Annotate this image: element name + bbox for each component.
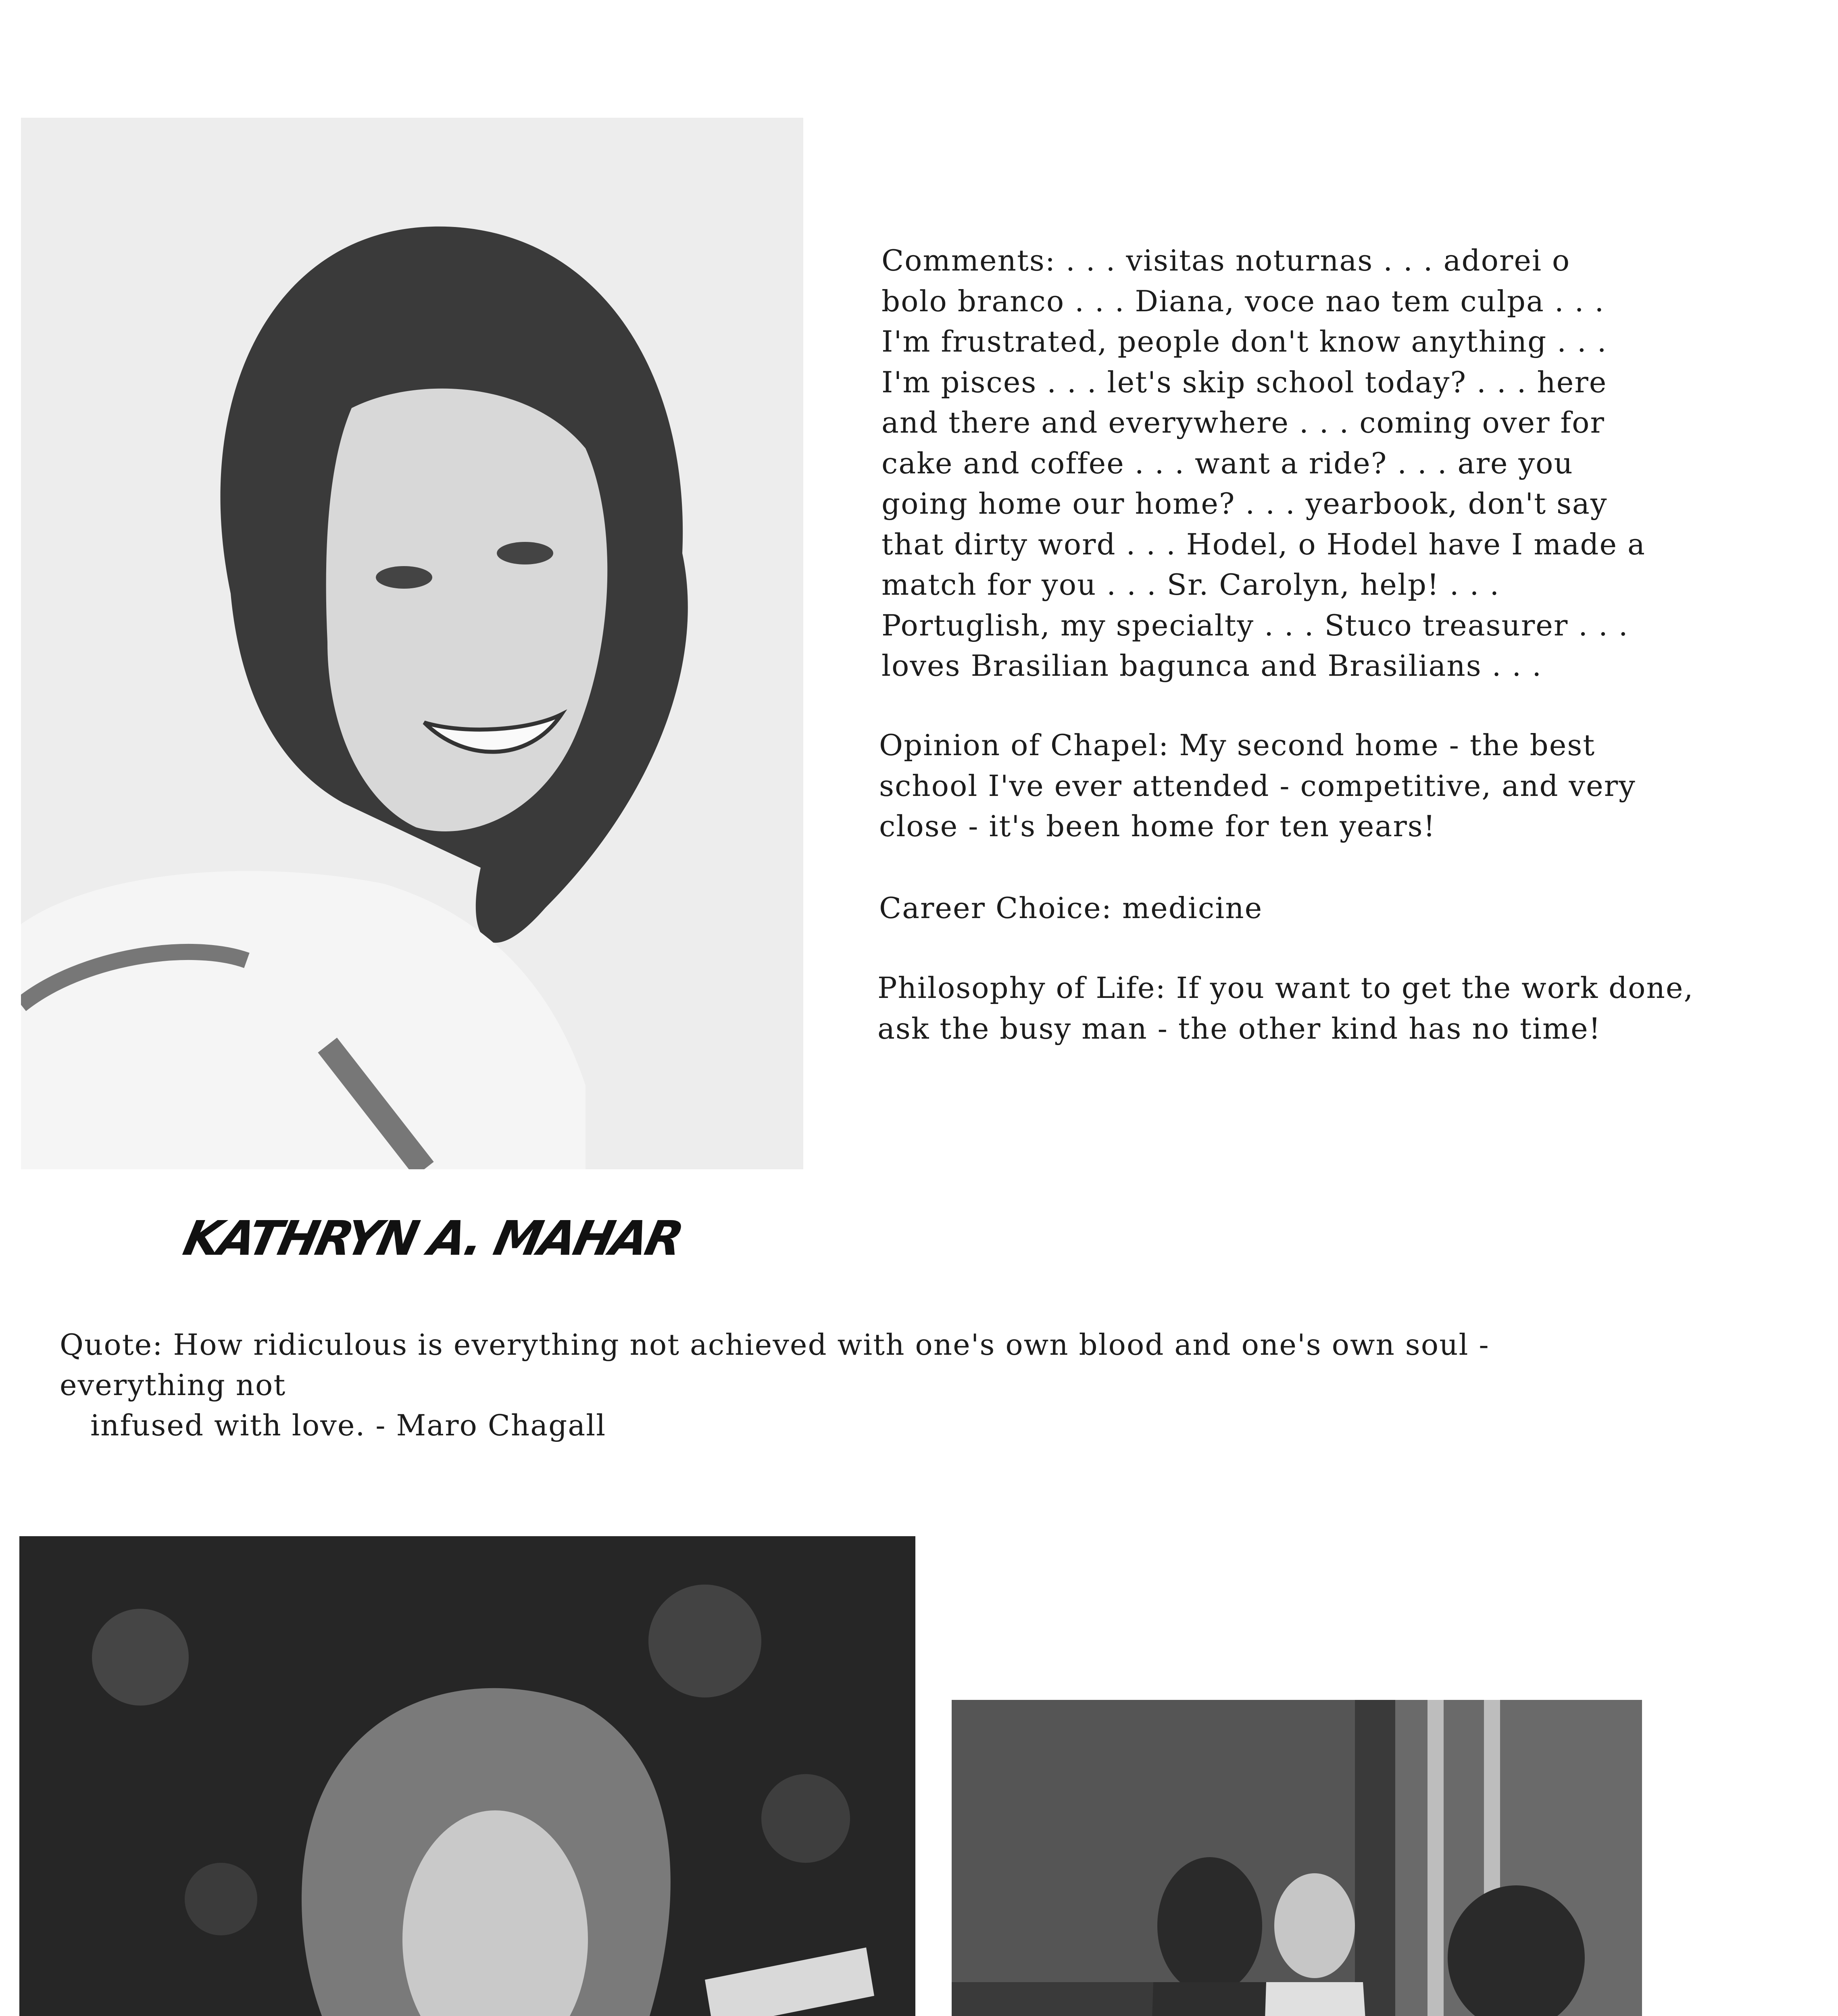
- quote-line-2: infused with love. - Maro Chagall: [90, 1408, 606, 1442]
- candid-photo-left: [19, 1536, 915, 2016]
- quote: [60, 1325, 1632, 1445]
- quote-line-1: Quote: How ridiculous is everything not achieved with one's own blood and one's own soul - everything not: [60, 1328, 1490, 1402]
- student-name: KATHRYN A. MAHAR: [179, 1210, 686, 1266]
- senior-portrait-photo: [21, 118, 803, 1169]
- philosophy-text: Philosophy of Life: If you want to get the work done, ask the busy man - the other kind has no time!: [877, 971, 1694, 1045]
- comments-text: Comments: . . . visitas noturnas . . . adorei o bolo branco . . . Diana, voce nao tem culpa . . . I'm frustrated, people don't know anything . . . I'm pisces . . . let's skip school today? . . . here and there and everywhere . . . coming over for cake and coffee . . . want a ride? . . . are you going home our home? . . . yearbook, don't say that dirty word . . . Hodel, o Hodel have I made a match for you . . . Sr. Carolyn, help! . . . Portuglish, my specialty . . . Stuco treasurer . . . loves Brasilian bagunca and Brasilians . . .: [881, 244, 1646, 683]
- opinion-text: Opinion of Chapel: My second home - the best school I've ever attended - competitive, and very close - it's been home for ten years!: [879, 728, 1636, 843]
- candid-photo-right: [952, 1700, 1642, 2016]
- career-choice-text: Career Choice: medicine: [879, 891, 1263, 925]
